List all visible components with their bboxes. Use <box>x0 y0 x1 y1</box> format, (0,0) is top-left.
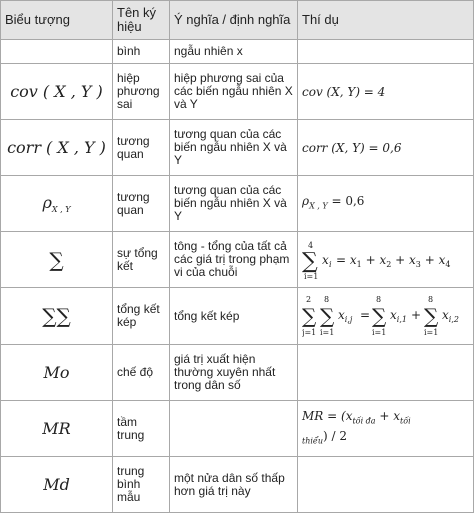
example-cell <box>298 176 474 232</box>
midrange-plus: + x <box>375 409 401 424</box>
symbol-cell: MR <box>1 401 113 457</box>
header-row <box>1 1 474 40</box>
header-symbol: Biểu tượng <box>1 1 113 40</box>
symbol-cell <box>1 40 113 64</box>
rhs1-sum-sign: ∑ <box>372 304 387 328</box>
meaning-cell: một nửa dân số thấp hơn giá trị này <box>170 457 298 513</box>
example-rho-rest: = 0,6 <box>327 193 365 208</box>
rhs1-lower-limit: i=1 <box>372 328 387 337</box>
table-row <box>1 176 474 232</box>
symbol-cell: cov ( X , Y ) <box>1 64 113 120</box>
meaning-cell: tổng kết kép <box>170 288 298 345</box>
sum-body: x <box>322 252 329 267</box>
table-row <box>1 288 474 345</box>
name-cell: tổng kết kép <box>113 288 170 345</box>
example-cell <box>298 40 474 64</box>
example-formula: cov (X, Y) = 4 <box>302 84 386 99</box>
example-cell <box>298 120 474 176</box>
meaning-cell: hiệp phương sai của các biến ngẫu nhiên X và Y <box>170 64 298 120</box>
example-cell <box>298 232 474 288</box>
name-cell: chế độ <box>113 345 170 401</box>
max-subscript: tối đa <box>352 416 376 426</box>
sum-rhs: = $x_1 + x_2 + x_3 + x_4$ <box>336 252 451 269</box>
header-example: Thí dụ <box>298 1 474 40</box>
table-row <box>1 232 474 288</box>
example-cell <box>298 64 474 120</box>
name-cell: bình <box>113 40 170 64</box>
example-cell <box>298 345 474 401</box>
rho-subscript: X , Y <box>51 205 71 215</box>
name-cell: hiệp phương sai <box>113 64 170 120</box>
table-row <box>1 40 474 64</box>
example-rho: ρ <box>302 193 310 208</box>
name-cell: tương quan <box>113 176 170 232</box>
symbol-cell: ∑ <box>1 232 113 288</box>
symbol-cell: Mo <box>1 345 113 401</box>
double-term: $x_{i,j}$ <box>338 308 353 324</box>
symbol-cell <box>1 176 113 232</box>
header-meaning: Ý nghĩa / định nghĩa <box>170 1 298 40</box>
inner-sum-sign: ∑ <box>320 304 335 328</box>
meaning-cell: tương quan của các biến ngẫu nhiên X và Y <box>170 120 298 176</box>
inner-lower-limit: i=1 <box>320 328 335 337</box>
outer-upper-limit: 2 <box>306 295 312 304</box>
table-row <box>1 401 474 457</box>
sum-upper-limit: 4 <box>308 240 314 250</box>
meaning-cell: ngẫu nhiên x <box>170 40 298 64</box>
table-row <box>1 64 474 120</box>
sum-lower-limit: i=1 <box>304 271 319 281</box>
meaning-cell <box>170 401 298 457</box>
inner-upper-limit: 8 <box>324 295 330 304</box>
name-cell: tương quan <box>113 120 170 176</box>
name-cell: tầm trung <box>113 401 170 457</box>
example-cell <box>298 401 474 457</box>
sum-sign: ∑ <box>302 248 318 274</box>
symbol-cell: Md <box>1 457 113 513</box>
min-subscript: tối <box>400 416 411 426</box>
example-formula: corr (X, Y) = 0,6 <box>302 140 402 155</box>
table-row <box>1 457 474 513</box>
midrange-divide: ) / 2 <box>323 428 347 443</box>
meaning-cell: tông - tổng của tất cả các giá trị trong phạm vi của chuỗi <box>170 232 298 288</box>
sum-formula <box>302 238 470 282</box>
name-cell: trung bình mẫu <box>113 457 170 513</box>
example-cell <box>298 457 474 513</box>
table-row <box>1 345 474 401</box>
double-sum-formula <box>302 293 470 339</box>
rhs1-upper-limit: 8 <box>376 295 382 304</box>
min-subscript-cont: thiểu <box>302 435 323 445</box>
rhs2-lower-limit: i=1 <box>424 328 439 337</box>
rho-symbol: ρ <box>42 192 52 212</box>
header-name: Tên ký hiệu <box>113 1 170 40</box>
rhs1-term: $x_{i,1}$ <box>390 308 407 324</box>
table-row <box>1 120 474 176</box>
example-rho-subscript: X , Y <box>309 201 328 211</box>
rhs2-term: $x_{i,2}$ <box>442 308 459 324</box>
meaning-cell: tương quan của các biến ngẫu nhiên X và Y <box>170 176 298 232</box>
double-plus: + <box>411 308 422 322</box>
symbol-cell: corr ( X , Y ) <box>1 120 113 176</box>
rhs2-sum-sign: ∑ <box>424 304 439 328</box>
rhs2-upper-limit: 8 <box>428 295 434 304</box>
outer-lower-limit: j=1 <box>302 328 317 337</box>
meaning-cell: giá trị xuất hiện thường xuyên nhất trong dân số <box>170 345 298 401</box>
midrange-lhs: MR = (x <box>302 409 353 424</box>
sum-body-subscript: i <box>329 259 332 269</box>
symbol-cell: ∑∑ <box>1 288 113 345</box>
example-cell <box>298 288 474 345</box>
double-equals: = <box>360 308 371 322</box>
midrange-formula <box>302 409 469 448</box>
outer-sum-sign: ∑ <box>302 304 317 328</box>
name-cell: sự tổng kết <box>113 232 170 288</box>
